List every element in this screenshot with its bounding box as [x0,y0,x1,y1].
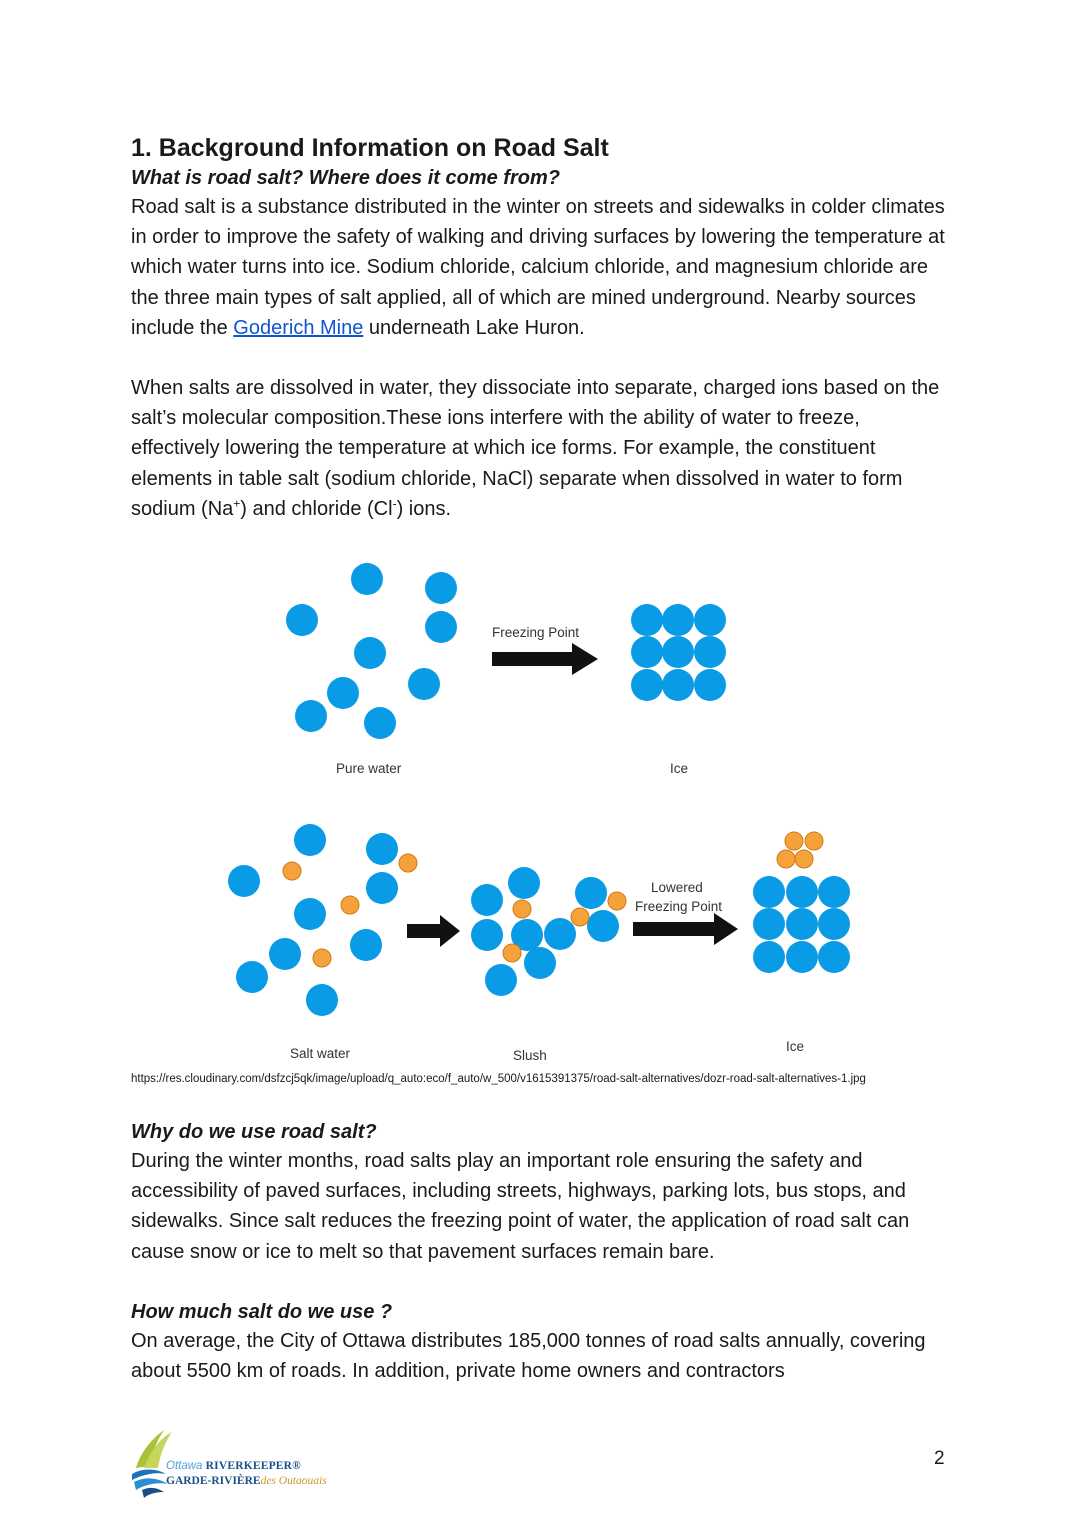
pure-water-label: Pure water [336,761,402,776]
water-molecule [354,637,386,669]
logo-des-outaouais: des Outaouais [260,1475,327,1487]
lowered-label-1: Lowered [651,880,703,895]
logo-line-1 [166,1460,301,1472]
paragraph-text: underneath Lake Huron. [363,316,585,339]
superscript-minus: - [392,496,397,511]
ice-label-top: Ice [670,761,689,776]
salt-water-label: Salt water [290,1046,351,1061]
logo-garde: GARDE-RIVIÈRE [166,1475,261,1487]
paragraph-why-use: During the winter months, road salts play an important role ensuring the safety and accessibility of paved surfaces, including streets, highways, parking lots, bus stops, and sidewalks. Since salt reduces the freezing point of water, the application of road salt can cause snow or ice to melt so that pavement surfaces remain bare. [131,1150,910,1263]
lowered-label-2: Freezing Point [635,899,723,914]
ice-grid-top [631,604,726,701]
section-top [131,132,951,524]
section-lower [131,1118,951,1386]
figure-credit-url: https://res.cloudinary.com/dsfzcj5qk/image/upload/q_auto:eco/f_auto/w_500/v1615391375/road-salt-alternatives/dozr-road-salt-alternatives-1.jpg [131,1073,866,1085]
paragraph-text: ) and chloride (Cl [240,497,393,520]
question-what-is-road-salt: What is road salt? Where does it come from? [131,167,560,189]
question-why-use-road-salt: Why do we use road salt? [131,1121,377,1143]
water-molecule [364,707,396,739]
slush-label: Slush [513,1048,547,1063]
water-molecule [408,668,440,700]
water-molecule [351,563,383,595]
logo-riverkeeper: RIVERKEEPER® [205,1460,301,1472]
section-heading: 1. Background Information on Road Salt [131,134,609,162]
riverkeeper-logo [128,1424,388,1504]
superscript-plus: + [233,496,241,511]
logo-ottawa: Ottawa [166,1460,203,1472]
freezing-point-label: Freezing Point [492,625,580,640]
ice-label-bottom: Ice [786,1039,805,1054]
water-molecule [295,700,327,732]
logo-line-2 [166,1475,327,1487]
question-how-much-salt: How much salt do we use ? [131,1300,393,1323]
paragraph-text: Road salt is a substance distributed in the winter on streets and sidewalks in colder climates in order to improve the safety of walking and driving surfaces by lowering the temperature at which water turns into ice. Sodium chloride, calcium chloride, and magnesium chloride are the three main types of salt applied, all of which are mined underground. Nearby sources include the [131,196,945,339]
water-molecule [425,572,457,604]
paragraph-text: ) ions. [396,497,452,520]
paragraph-road-salt-definition [131,192,951,343]
page-number: 2 [934,1448,945,1469]
paragraph-dissociation [131,373,951,524]
paragraph-text: When salts are dissolved in water, they dissociate into separate, charged ions based on the salt’s molecular composition.These ions interfere with the ability of water to freeze, effectively lowering the temperature at which ice forms. For example, the constituent elements in table salt (sodium chloride, NaCl) separate when dissolved in water to form sodium (Na [131,377,940,520]
freezing-point-diagram [226,556,854,1068]
water-molecule [286,604,318,636]
water-molecule [327,677,359,709]
water-molecule [425,611,457,643]
paragraph-how-much: On average, the City of Ottawa distributes 185,000 tonnes of road salts annually, covering about 5500 km of roads. In addition, private home owners and contractors [131,1329,926,1383]
goderich-mine-link[interactable]: Goderich Mine [233,316,364,339]
